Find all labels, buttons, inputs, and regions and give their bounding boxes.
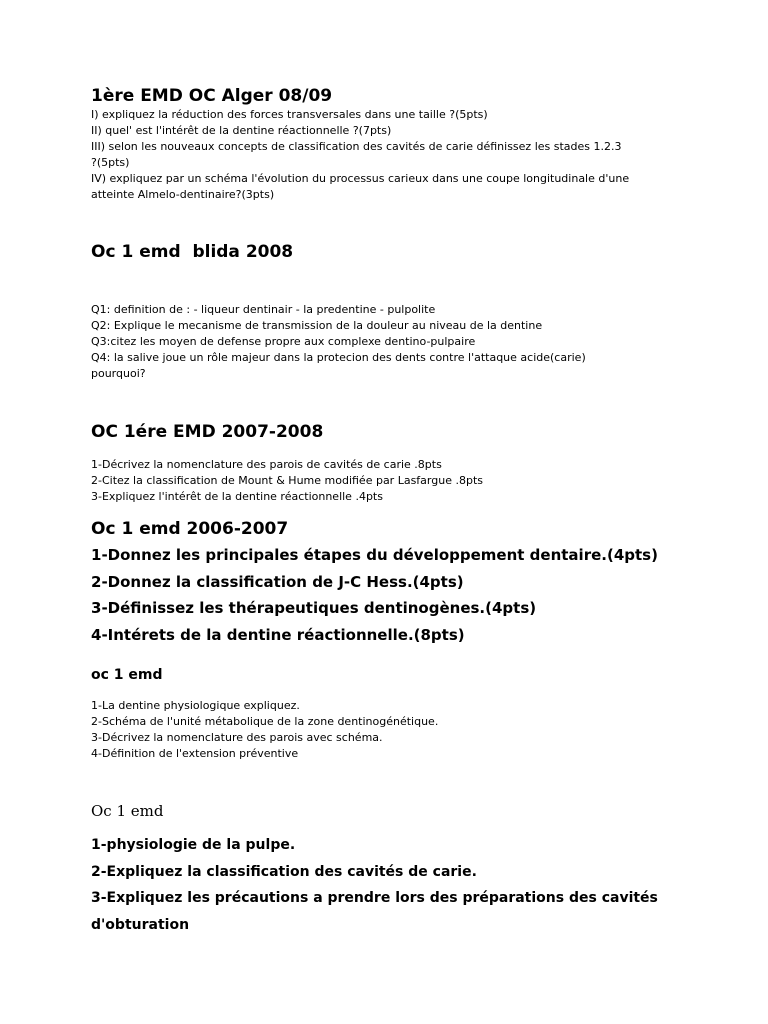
question-line: 1-La dentine physiologique expliquez. (91, 699, 300, 712)
question-line: 1-physiologie de la pulpe. (91, 837, 296, 853)
question-text: -Donnez la classification de J-C Hess.(4pts) (101, 572, 464, 591)
question-line: 2-Expliquez la classification des cavités de carie. (91, 863, 477, 880)
question-text: -Intérets de la dentine réactionnelle.(8pts) (101, 625, 465, 644)
question-line (91, 569, 708, 596)
question-line (91, 595, 708, 622)
question-line: 3-Expliquez l'intérêt de la dentine réactionnelle .4pts (91, 490, 383, 503)
section-alger-questions (91, 107, 708, 203)
question-line: d'obturation (91, 916, 190, 933)
section-oc1-emd-b (91, 802, 708, 820)
section-title: oc 1 emd (91, 667, 163, 683)
question-line (91, 622, 708, 649)
question-line: I) expliquez la réduction des forces transversales dans une taille ?(5pts) (91, 108, 488, 121)
section-2006-2007 (91, 519, 708, 539)
question-line: Q1: definition de : - liqueur dentinair - la predentine - pulpolite (91, 303, 436, 316)
question-line: Q4: la salive joue un rôle majeur dans la protecion des dents contre l'attaque acide(carie) (91, 351, 586, 364)
question-number: 3 (91, 599, 102, 617)
section-title: Oc 1 emd (91, 802, 164, 820)
question-line: 4-Définition de l'extension préventive (91, 747, 299, 760)
section-title: Oc 1 emd 2006-2007 (91, 519, 289, 539)
question-line: Q2: Explique le mecanisme de transmission de la douleur au niveau de la dentine (91, 319, 543, 332)
section-title: OC 1ére EMD 2007-2008 (91, 422, 324, 442)
question-line: 3-Expliquez les précautions a prendre lors des préparations des cavités (91, 890, 658, 906)
section-2007-2008-questions (91, 457, 708, 505)
section-alger (91, 86, 708, 106)
question-number: 4 (91, 625, 102, 644)
question-text: -Donnez les principales étapes du développement dentaire.(4pts) (101, 546, 658, 564)
question-line (91, 542, 708, 569)
question-line: 2-Citez la classification de Mount & Hume modifiée par Lasfargue .8pts (91, 474, 483, 487)
question-line: 1-Décrivez la nomenclature des parois de cavités de carie .8pts (91, 458, 442, 471)
question-line: 3-Décrivez la nomenclature des parois avec schéma. (91, 731, 383, 744)
section-title: Oc 1 emd blida 2008 (91, 242, 294, 262)
section-2007-2008 (91, 422, 708, 442)
section-oc1-emd-a-questions (91, 698, 708, 762)
section-2006-2007-questions (91, 542, 708, 648)
question-line: pourquoi? (91, 367, 146, 380)
question-line: atteinte Almelo-dentinaire?(3pts) (91, 188, 275, 201)
section-oc1-emd-a (91, 666, 708, 684)
section-oc1-emd-b-questions (91, 832, 708, 938)
question-line: 2-Schéma de l'unité métabolique de la zone dentinogénétique. (91, 715, 439, 728)
section-blida (91, 242, 708, 262)
question-line: IV) expliquez par un schéma l'évolution du processus carieux dans une coupe longitudinale d'une (91, 172, 630, 185)
question-number: 2 (91, 572, 102, 591)
question-number: 1 (91, 546, 102, 564)
section-blida-questions (91, 302, 708, 382)
question-line: III) selon les nouveaux concepts de classification des cavités de carie définissez les stades 1.2.3 (91, 140, 622, 153)
question-line: Q3:citez les moyen de defense propre aux complexe dentino-pulpaire (91, 335, 476, 348)
question-line: ?(5pts) (91, 156, 130, 169)
question-line: II) quel' est l'intérêt de la dentine réactionnelle ?(7pts) (91, 124, 392, 137)
question-text: -Définissez les thérapeutiques dentinogènes.(4pts) (101, 599, 537, 617)
section-title: 1ère EMD OC Alger 08/09 (91, 86, 333, 106)
